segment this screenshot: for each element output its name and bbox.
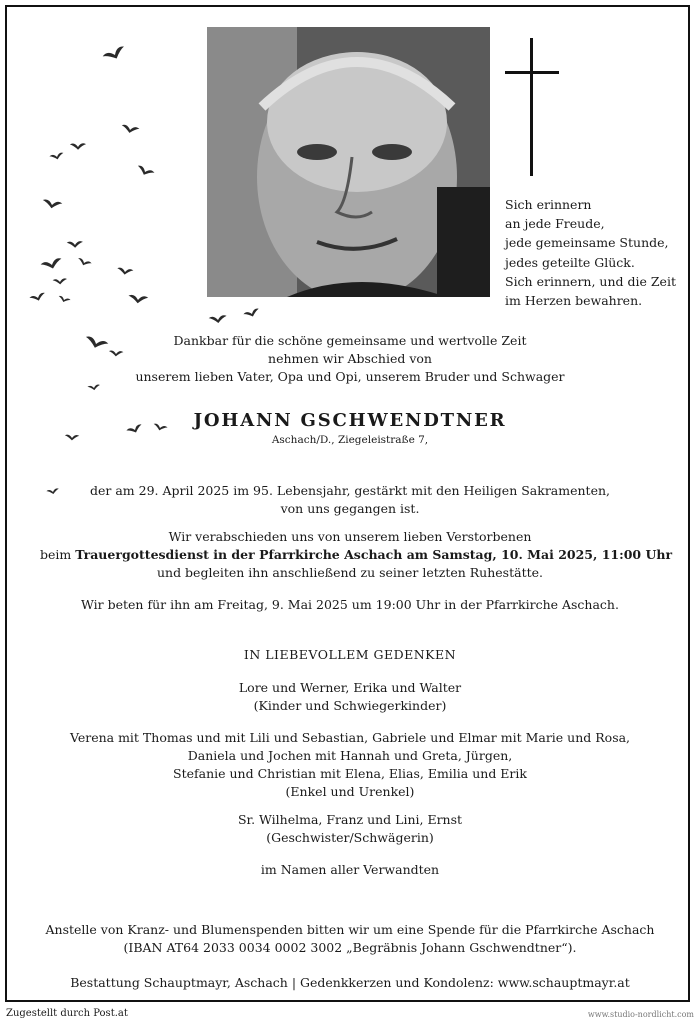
portrait-photo	[207, 27, 490, 297]
bird-icon	[29, 292, 46, 303]
bird-icon	[128, 295, 148, 305]
poem-line: jedes geteilte Glück.	[505, 254, 635, 270]
poem-line: Sich erinnern, und die Zeit	[505, 273, 676, 289]
donation-notice	[40, 921, 660, 957]
family-line: Sr. Wilhelma, Franz und Lini, Ernst	[237, 812, 463, 827]
bird-icon	[65, 435, 80, 441]
memorial-heading	[40, 646, 660, 664]
service-line: und begleiten ihn anschließend zu seiner letzten Ruhestätte.	[156, 565, 543, 580]
poem-line: an jede Freude,	[505, 216, 605, 232]
bird-icon	[57, 295, 71, 304]
family-line: (Geschwister/Schwägerin)	[266, 830, 434, 845]
family-line: Lore und Werner, Erika und Walter	[238, 680, 462, 695]
cross-icon	[505, 38, 559, 176]
family-line: Verena mit Thomas und mit Lili und Sebastian, Gabriele und Elmar mit Marie und Rosa,	[69, 730, 631, 745]
death-line: von uns gegangen ist.	[280, 501, 420, 516]
prayer-info	[40, 596, 660, 614]
family-line: im Namen aller Verwandten	[260, 862, 440, 877]
service-info	[40, 528, 673, 582]
intro-line: Dankbar für die schöne gemeinsame und wertvolle Zeit	[173, 333, 527, 348]
prayer-line: Wir beten für ihn am Freitag, 9. Mai 2025 um 19:00 Uhr in der Pfarrkirche Aschach.	[81, 597, 619, 612]
family-line: (Enkel und Urenkel)	[285, 784, 415, 799]
intro-line: nehmen wir Abschied von	[268, 351, 432, 366]
bird-icon	[117, 267, 134, 275]
service-prefix: beim	[40, 547, 76, 562]
memorial-heading-text: IN LIEBEVOLLEM GEDENKEN	[243, 647, 457, 662]
death-notice	[40, 482, 660, 518]
bird-icon	[67, 241, 84, 248]
bird-icon	[121, 124, 140, 135]
bird-icon	[209, 315, 228, 324]
family-line: Stefanie und Christian mit Elena, Elias, Emilia und Erik	[173, 766, 527, 781]
funeral-home-line: Bestattung Schauptmayr, Aschach | Gedenkkerzen und Kondolenz: www.schauptmayr.at	[70, 975, 630, 990]
service-highlight: Trauergottesdienst in der Pfarrkirche Aschach am Samstag, 10. Mai 2025, 11:00 Uhr	[75, 547, 673, 562]
bird-icon	[243, 308, 260, 319]
studio-credit: www.studio-nordlicht.com	[587, 1010, 694, 1019]
deceased-address: Aschach/D., Ziegeleistraße 7,	[271, 434, 429, 446]
bird-icon	[76, 257, 91, 267]
bird-icon	[40, 257, 63, 271]
service-line: Wir verabschieden uns von unserem lieben Verstorbenen	[168, 529, 532, 544]
family-grandchildren	[40, 729, 660, 801]
funeral-home	[40, 974, 660, 992]
bird-icon	[42, 199, 63, 210]
poem	[505, 195, 685, 310]
bird-icon	[136, 165, 155, 178]
family-siblings	[40, 811, 660, 847]
intro-line: unserem lieben Vater, Opa und Opi, unserem Bruder und Schwager	[135, 369, 565, 384]
poem-line: jede gemeinsame Stunde,	[505, 235, 669, 251]
donation-line: Anstelle von Kranz- und Blumenspenden bitten wir um eine Spende für die Pfarrkirche Aschach	[45, 922, 655, 937]
bird-icon	[70, 143, 86, 150]
family-line: Daniela und Jochen mit Hannah und Greta, Jürgen,	[187, 748, 513, 763]
poem-line: im Herzen bewahren.	[505, 293, 643, 309]
service-line	[40, 546, 673, 564]
family-line: (Kinder und Schwiegerkinder)	[253, 698, 447, 713]
intro-text	[40, 332, 660, 386]
bird-icon	[53, 278, 68, 285]
death-line: der am 29. April 2025 im 95. Lebensjahr, gestärkt mit den Heiligen Sakramenten,	[90, 483, 610, 498]
postal-note: Zugestellt durch Post.at	[6, 1008, 128, 1019]
bird-icon	[102, 45, 127, 63]
family-children	[40, 679, 660, 715]
bird-icon	[49, 152, 64, 161]
family-relatives	[40, 861, 660, 879]
poem-line: Sich erinnern	[505, 197, 592, 212]
donation-line: (IBAN AT64 2033 0034 0002 3002 „Begräbnis Johann Gschwendtner“).	[123, 940, 577, 955]
deceased-name: JOHANN GSCHWENDTNER	[193, 410, 507, 431]
